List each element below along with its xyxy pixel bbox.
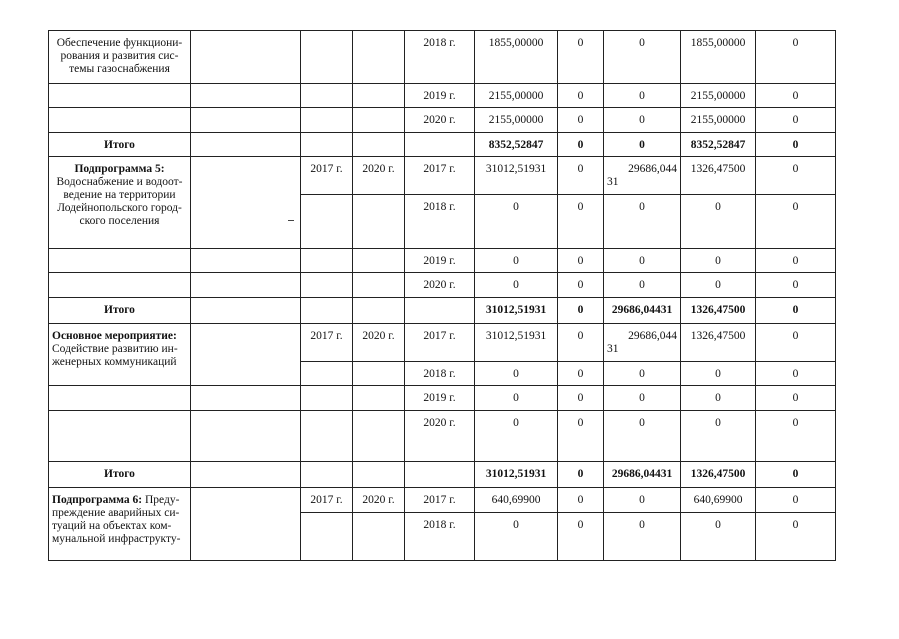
activity-title: Основное мероприятие: xyxy=(52,330,177,342)
table-row xyxy=(49,411,836,462)
value-total: 0 xyxy=(475,386,558,411)
subprogram-5-name xyxy=(49,157,191,249)
value-col2: 0 xyxy=(558,488,604,513)
value-col5: 0 xyxy=(756,133,836,157)
value-col3 xyxy=(604,157,681,195)
value-col5: 0 xyxy=(756,84,836,108)
value-col3: 0 xyxy=(604,195,681,249)
value-col3: 29686,04431 xyxy=(604,298,681,324)
end-year: 2020 г. xyxy=(353,324,405,362)
value-col5: 0 xyxy=(756,249,836,273)
value-total: 2155,00000 xyxy=(475,108,558,133)
total-label: Итого xyxy=(49,133,191,157)
value-col5: 0 xyxy=(756,362,836,386)
value-col3: 0 xyxy=(604,513,681,561)
value-total: 0 xyxy=(475,513,558,561)
value-total: 0 xyxy=(475,411,558,462)
value-total: 2155,00000 xyxy=(475,84,558,108)
value-col3: 0 xyxy=(604,386,681,411)
table-row xyxy=(49,31,836,84)
year-cell: 2017 г. xyxy=(405,488,475,513)
value-col3: 0 xyxy=(604,84,681,108)
start-year: 2017 г. xyxy=(301,488,353,513)
value-total: 0 xyxy=(475,249,558,273)
activity-description: Содействие развитию ин-женерных коммуникаций xyxy=(52,343,178,368)
empty-cell xyxy=(191,31,301,84)
value-col2: 0 xyxy=(558,298,604,324)
year-cell: 2018 г. xyxy=(405,195,475,249)
year-cell: 2020 г. xyxy=(405,411,475,462)
table-row xyxy=(49,157,836,195)
value-col3: 29686,04431 xyxy=(604,462,681,488)
value-col4: 0 xyxy=(681,362,756,386)
value-total: 0 xyxy=(475,195,558,249)
row-name: Обеспечение функциони-рования и развития сис-темы газоснабжения xyxy=(49,31,191,84)
year-cell: 2020 г. xyxy=(405,108,475,133)
value-total: 8352,52847 xyxy=(475,133,558,157)
table-row xyxy=(49,324,836,362)
value-col5: 0 xyxy=(756,31,836,84)
value-col3: 0 xyxy=(604,362,681,386)
value-col3: 0 xyxy=(604,31,681,84)
value-col5: 0 xyxy=(756,411,836,462)
year-cell: 2019 г. xyxy=(405,249,475,273)
main-activity-name xyxy=(49,324,191,386)
value-total: 0 xyxy=(475,362,558,386)
value-col3-part1: 29686,044 xyxy=(628,330,677,342)
year-cell: 2018 г. xyxy=(405,513,475,561)
year-cell: 2017 г. xyxy=(405,324,475,362)
value-col3: 0 xyxy=(604,488,681,513)
value-col3: 0 xyxy=(604,273,681,298)
value-col4: 0 xyxy=(681,273,756,298)
end-year: 2020 г. xyxy=(353,157,405,195)
subprogram-description: Преду-преждение аварийных си-туаций на объектах ком-мунальной инфраструкту- xyxy=(52,494,181,545)
value-col4: 0 xyxy=(681,195,756,249)
value-col4: 1855,00000 xyxy=(681,31,756,84)
value-col3: 0 xyxy=(604,249,681,273)
year-cell: 2018 г. xyxy=(405,362,475,386)
value-col5: 0 xyxy=(756,273,836,298)
empty-cell xyxy=(191,157,301,249)
value-col2: 0 xyxy=(558,195,604,249)
value-col3-part2: 31 xyxy=(607,176,619,188)
value-col5: 0 xyxy=(756,386,836,411)
empty-cell xyxy=(353,31,405,84)
value-col2: 0 xyxy=(558,411,604,462)
value-col4: 0 xyxy=(681,249,756,273)
table-row xyxy=(49,108,836,133)
value-col4: 1326,47500 xyxy=(681,324,756,362)
end-year: 2020 г. xyxy=(353,488,405,513)
budget-table xyxy=(48,30,836,561)
value-col2: 0 xyxy=(558,462,604,488)
value-col4: 0 xyxy=(681,513,756,561)
value-col3: 0 xyxy=(604,411,681,462)
year-cell: 2017 г. xyxy=(405,157,475,195)
table-row xyxy=(49,488,836,513)
table-row xyxy=(49,386,836,411)
value-col2: 0 xyxy=(558,249,604,273)
stray-mark xyxy=(288,220,294,221)
value-col5: 0 xyxy=(756,324,836,362)
value-col4: 2155,00000 xyxy=(681,84,756,108)
value-col4: 2155,00000 xyxy=(681,108,756,133)
subprogram-title: Подпрограмма 5: xyxy=(74,163,165,175)
table-row xyxy=(49,84,836,108)
empty-cell xyxy=(191,488,301,561)
value-col2: 0 xyxy=(558,513,604,561)
value-col2: 0 xyxy=(558,133,604,157)
total-row xyxy=(49,298,836,324)
value-col5: 0 xyxy=(756,513,836,561)
start-year: 2017 г. xyxy=(301,324,353,362)
value-col3: 0 xyxy=(604,108,681,133)
value-col4: 0 xyxy=(681,411,756,462)
value-total: 31012,51931 xyxy=(475,324,558,362)
value-col3-part1: 29686,044 xyxy=(628,163,677,175)
subprogram-6-name xyxy=(49,488,191,561)
total-row xyxy=(49,133,836,157)
total-label: Итого xyxy=(49,298,191,324)
table-row xyxy=(49,273,836,298)
value-col2: 0 xyxy=(558,31,604,84)
value-col2: 0 xyxy=(558,386,604,411)
value-col4: 1326,47500 xyxy=(681,462,756,488)
value-col2: 0 xyxy=(558,84,604,108)
value-col4: 0 xyxy=(681,386,756,411)
value-total: 640,69900 xyxy=(475,488,558,513)
value-col2: 0 xyxy=(558,324,604,362)
budget-table-page xyxy=(48,30,835,568)
value-col2: 0 xyxy=(558,157,604,195)
year-cell: 2020 г. xyxy=(405,273,475,298)
value-total: 1855,00000 xyxy=(475,31,558,84)
value-col5: 0 xyxy=(756,195,836,249)
table-row xyxy=(49,249,836,273)
year-cell: 2019 г. xyxy=(405,84,475,108)
value-col4: 640,69900 xyxy=(681,488,756,513)
value-col5: 0 xyxy=(756,298,836,324)
value-col2: 0 xyxy=(558,362,604,386)
year-cell: 2018 г. xyxy=(405,31,475,84)
total-row xyxy=(49,462,836,488)
value-total: 0 xyxy=(475,273,558,298)
value-col4: 1326,47500 xyxy=(681,157,756,195)
value-col3 xyxy=(604,324,681,362)
value-col5: 0 xyxy=(756,488,836,513)
value-col3-part2: 31 xyxy=(607,343,619,355)
total-label: Итого xyxy=(49,462,191,488)
value-col4: 8352,52847 xyxy=(681,133,756,157)
value-total: 31012,51931 xyxy=(475,298,558,324)
value-col2: 0 xyxy=(558,273,604,298)
subprogram-description: Водоснабжение и водоот-ведение на территории Лодейнопольского город-ского поселения xyxy=(56,176,183,227)
value-col2: 0 xyxy=(558,108,604,133)
empty-cell xyxy=(301,31,353,84)
value-col5: 0 xyxy=(756,108,836,133)
start-year: 2017 г. xyxy=(301,157,353,195)
value-col3: 0 xyxy=(604,133,681,157)
value-total: 31012,51931 xyxy=(475,462,558,488)
subprogram-title: Подпрограмма 6: xyxy=(52,494,143,506)
empty-cell xyxy=(191,324,301,386)
value-col5: 0 xyxy=(756,462,836,488)
value-total: 31012,51931 xyxy=(475,157,558,195)
value-col5: 0 xyxy=(756,157,836,195)
year-cell: 2019 г. xyxy=(405,386,475,411)
value-col4: 1326,47500 xyxy=(681,298,756,324)
